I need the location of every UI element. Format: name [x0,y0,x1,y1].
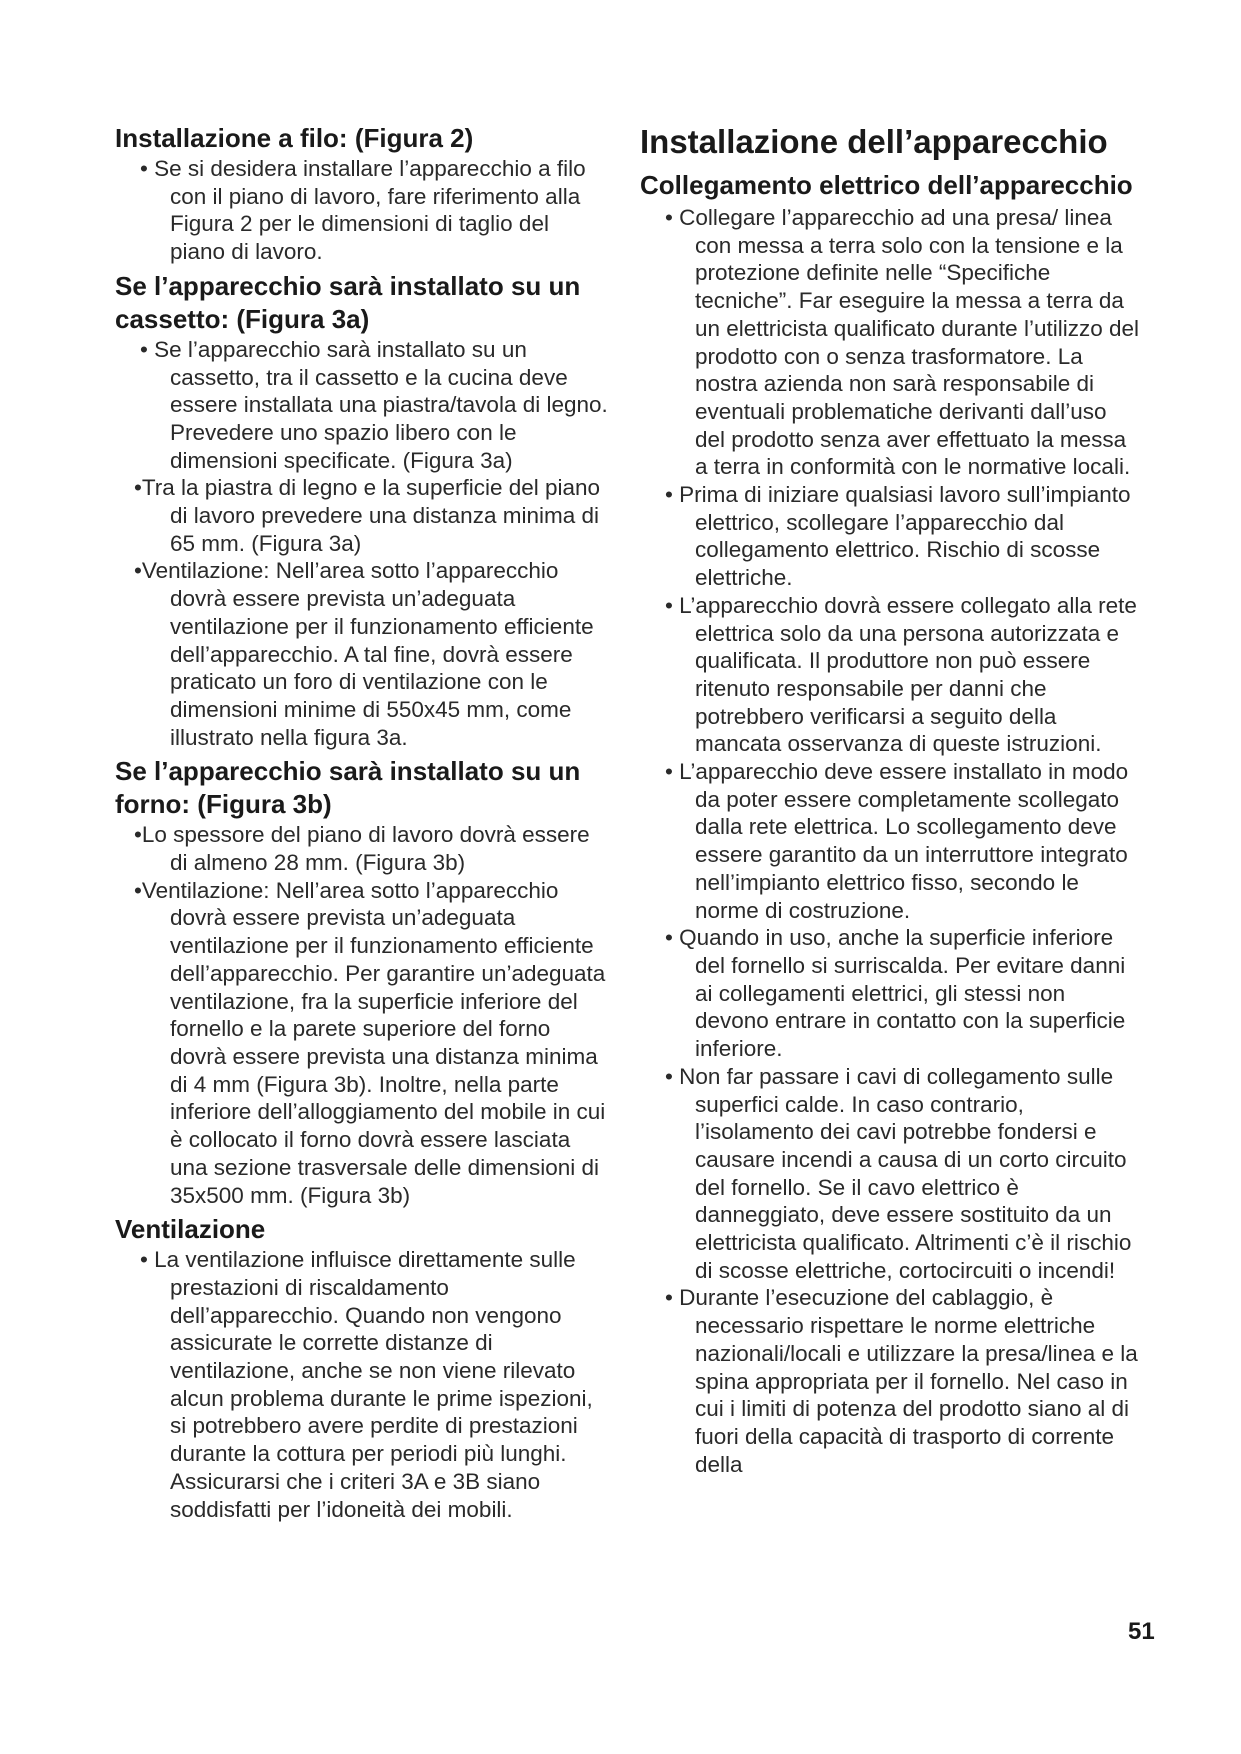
list-item: • La ventilazione influisce direttamente sulle prestazioni di riscaldamento dell’apparecchio. Quando non vengono assicurate le corrette distanze di ventilazione, anche se non viene rilevato alcun problema durante le prime ispezioni, si potrebbero avere perdite di prestazioni durante la cottura per periodi più lunghi. Assicurarsi che i criteri 3A e 3B siano soddisfatti per l’idoneità dei mobili. [140,1247,593,1522]
heading-electrical-connection: Collegamento elettrico dell’apparecchio [640,170,1133,200]
list-item: •Lo spessore del piano di lavoro dovrà essere di almeno 28 mm. (Figura 3b) [134,822,590,876]
list-item: •Ventilazione: Nell’area sotto l’apparecchio dovrà essere prevista un’adeguata ventilazione per il funzionamento efficiente dell’apparecchio. A tal fine, dovrà essere praticato un foro di ventilazione con le dimensioni minime di 550x45 mm, come illustrato nella figura 3a. [134,558,594,750]
heading-ventilation: Ventilazione [115,1214,266,1245]
list-item: • Collegare l’apparecchio ad una presa/ linea con messa a terra solo con la tensione e la protezione definite nelle “Specifiche tecniche”. Far eseguire la messa a terra da un elettricista qualificato durante l’utilizzo del prodotto con o senza trasformatore. La nostra azienda non sarà responsabile di eventuali problematiche derivanti dall’uso del prodotto senza aver effettuato la messa a terra in conformità con le normative locali. [665,205,1139,480]
list-electrical-connection [640,204,1140,1478]
list-item: • L’apparecchio dovrà essere collegato alla rete elettrica solo da una persona autorizzata e qualificata. Il produttore non può essere ritenuto responsabile per danni che potrebbero verificarsi a seguito della mancata osservanza di queste istruzioni. [665,592,1137,757]
page-number: 51 [1128,1618,1155,1645]
list-item: • Se si desidera installare l’apparecchio a filo con il piano di lavoro, fare riferimento alla Figura 2 per le dimensioni di taglio del piano di lavoro. [140,156,586,265]
list-flush-install [115,155,610,266]
heading-flush-install: Installazione a filo: (Figura 2) [115,123,474,153]
list-oven-install [115,821,610,1209]
list-item: • Durante l’esecuzione del cablaggio, è necessario rispettare le norme elettriche nazionali/locali e utilizzare la presa/linea e la spina appropriata per il fornello. Nel caso in cui i limiti di potenza del prodotto siano al di fuori della capacità di trasporto di corrente della [665,1285,1138,1477]
left-column [115,122,610,1527]
list-item: • Quando in uso, anche la superficie inferiore del fornello si surriscalda. Per evitare danni ai collegamenti elettrici, gli stessi non devono entrare in contatto con la superficie inferiore. [665,925,1126,1062]
list-item: •Ventilazione: Nell’area sotto l’apparecchio dovrà essere prevista un’adeguata ventilazione per il funzionamento efficiente dell’apparecchio. Per garantire un’adeguata ventilazione, fra la superficie inferiore del fornello e la parete superiore del forno dovrà essere prevista una distanza minima di 4 mm (Figura 3b). Inoltre, nella parte inferiore dell’alloggiamento del mobile in cui è collocato il forno dovrà essere lasciata una sezione trasversale delle dimensioni di 35x500 mm. (Figura 3b) [134,877,606,1208]
list-item: • L’apparecchio deve essere installato in modo da poter essere completamente scollegato dalla rete elettrica. Lo scollegamento deve essere garantito da un interruttore integrato nell’impianto elettrico fisso, secondo le norme di costruzione. [665,759,1129,923]
list-item: • Se l’apparecchio sarà installato su un cassetto, tra il cassetto e la cucina deve essere installata una piastra/tavola di legno. Prevedere uno spazio libero con le dimensioni specificate. (Figura 3a) [140,336,608,473]
heading-oven-install: Se l’apparecchio sarà installato su un forno: (Figura 3b) [115,756,581,820]
page-title: Installazione dell’apparecchio [640,123,1108,160]
list-ventilation [115,1246,610,1523]
heading-drawer-install: Se l’apparecchio sarà installato su un cassetto: (Figura 3a) [115,270,581,334]
list-item: • Non far passare i cavi di collegamento sulle superfici calde. In caso contrario, l’isolamento dei cavi potrebbe fondersi e causare incendi a causa di un corto circuito del fornello. Se il cavo elettrico è danneggiato, deve essere sostituito da un elettricista qualificato. Altrimenti c’è il rischio di scosse elettriche, cortocircuiti o incendi! [665,1063,1132,1283]
right-column [640,122,1140,1482]
list-drawer-install [115,336,610,752]
list-item: •Tra la piastra di legno e la superficie del piano di lavoro prevedere una distanza minima di 65 mm. (Figura 3a) [134,475,601,556]
list-item: • Prima di iniziare qualsiasi lavoro sull’impianto elettrico, scollegare l’apparecchio dal collegamento elettrico. Rischio di scosse elettriche. [665,482,1131,591]
